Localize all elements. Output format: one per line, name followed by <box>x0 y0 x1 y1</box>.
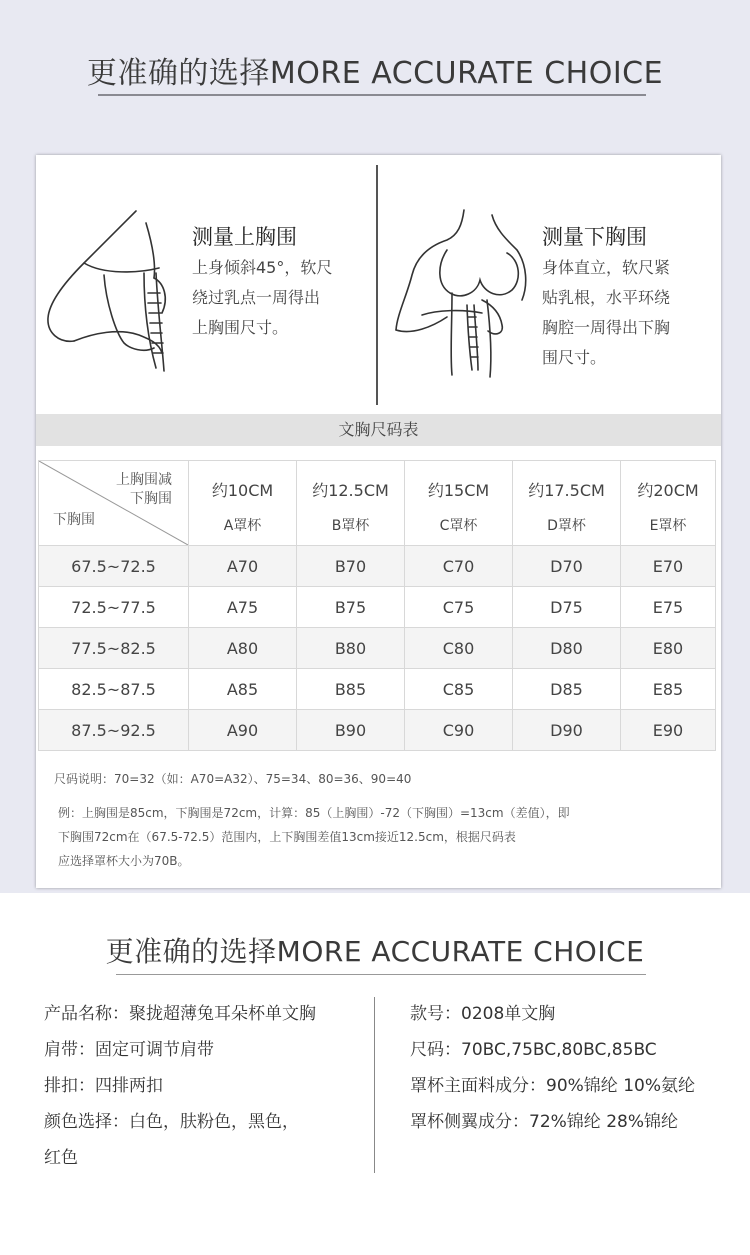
row-range: 72.5~77.5 <box>39 587 189 628</box>
row-range: 67.5~72.5 <box>39 546 189 587</box>
spec-item: 罩杯侧翼成分：72%锦纶 28%锦纶 <box>410 1112 678 1132</box>
table-row <box>39 587 716 628</box>
column-cup: B罩杯 <box>331 517 370 534</box>
size-cell: B90 <box>297 710 405 751</box>
column-cup: D罩杯 <box>547 517 586 534</box>
size-cell: E75 <box>621 587 716 628</box>
row-range: 87.5~92.5 <box>39 710 189 751</box>
column-header <box>513 461 621 546</box>
corner-bottom-label: 下胸围 <box>53 512 95 528</box>
specs-left <box>44 996 316 1176</box>
example-line: 例：上胸围是85cm，下胸围是72cm，计算：85（上胸围）-72（下胸围）=13cm（差值），即 <box>58 806 570 820</box>
corner-top-line: 上胸围减 <box>116 472 172 488</box>
size-cell: C70 <box>405 546 513 587</box>
upper-bust-desc-line: 绕过乳点一周得出 <box>192 288 321 307</box>
specs-right <box>410 996 695 1140</box>
upper-bust-desc-line: 上身倾斜45°，软尺 <box>192 258 333 277</box>
specs-divider <box>374 997 375 1173</box>
column-diff: 约17.5CM <box>528 480 605 500</box>
spec-item: 产品名称：聚拢超薄兔耳朵杯单文胸 <box>44 1004 316 1024</box>
example-note <box>58 801 570 873</box>
table-row <box>39 546 716 587</box>
spec-item: 款号：0208单文胸 <box>410 1004 556 1024</box>
size-cell: A70 <box>189 546 297 587</box>
row-range: 77.5~82.5 <box>39 628 189 669</box>
size-chart-table <box>38 460 716 751</box>
table-row <box>39 628 716 669</box>
column-header <box>621 461 716 546</box>
column-diff: 约20CM <box>637 480 699 500</box>
section-heading: 更准确的选择MORE ACCURATE CHOICE <box>105 935 645 968</box>
size-cell: A75 <box>189 587 297 628</box>
size-cell: C75 <box>405 587 513 628</box>
measure-divider <box>376 165 378 405</box>
spec-item: 排扣：四排两扣 <box>44 1076 163 1096</box>
under-bust-illustration <box>392 205 542 385</box>
upper-bust-desc <box>192 253 332 343</box>
size-chart-header-row <box>39 461 716 546</box>
column-diff: 约12.5CM <box>312 480 389 500</box>
column-header <box>297 461 405 546</box>
column-cup: C罩杯 <box>439 517 478 534</box>
section-heading: 更准确的选择MORE ACCURATE CHOICE <box>86 56 664 91</box>
spec-item: 罩杯主面料成分：90%锦纶 10%氨纶 <box>410 1076 695 1096</box>
column-cup: A罩杯 <box>223 517 262 534</box>
column-diff: 约15CM <box>427 480 490 500</box>
size-cell: D75 <box>513 587 621 628</box>
example-line: 应选择罩杯大小为70B。 <box>58 854 190 868</box>
spec-item: 红色 <box>44 1148 78 1168</box>
size-cell: D85 <box>513 669 621 710</box>
size-guide-card <box>36 155 721 888</box>
under-bust-desc-line: 围尺寸。 <box>542 348 607 367</box>
spec-item: 颜色选择：白色，肤粉色，黑色， <box>44 1112 299 1132</box>
size-note: 尺码说明：70=32（如：A70=A32）、75=34、80=36、90=40 <box>54 772 412 786</box>
under-bust-title: 测量下胸围 <box>542 225 647 249</box>
size-cell: C80 <box>405 628 513 669</box>
size-chart-title: 文胸尺码表 <box>36 414 721 446</box>
size-cell: B80 <box>297 628 405 669</box>
spec-item: 肩带：固定可调节肩带 <box>44 1040 214 1060</box>
under-bust-desc-line: 贴乳根，水平环绕 <box>542 288 671 307</box>
upper-bust-desc-line: 上胸围尺寸。 <box>192 318 289 337</box>
column-diff: 约10CM <box>211 480 274 500</box>
size-cell: E80 <box>621 628 716 669</box>
size-cell: B75 <box>297 587 405 628</box>
table-row <box>39 710 716 751</box>
size-cell: D70 <box>513 546 621 587</box>
upper-bust-illustration <box>44 203 184 383</box>
upper-bust-title: 测量上胸围 <box>192 225 297 249</box>
size-cell: E85 <box>621 669 716 710</box>
size-cell: D90 <box>513 710 621 751</box>
under-bust-desc <box>542 253 670 373</box>
size-cell: C90 <box>405 710 513 751</box>
size-cell: A85 <box>189 669 297 710</box>
table-row <box>39 669 716 710</box>
size-cell: E90 <box>621 710 716 751</box>
heading-underline <box>116 974 646 975</box>
size-chart-corner-cell <box>39 461 189 546</box>
size-cell: B70 <box>297 546 405 587</box>
under-bust-desc-line: 身体直立，软尺紧 <box>542 258 671 277</box>
size-cell: D80 <box>513 628 621 669</box>
row-range: 82.5~87.5 <box>39 669 189 710</box>
column-cup: E罩杯 <box>649 517 687 534</box>
size-cell: E70 <box>621 546 716 587</box>
spec-item: 尺码：70BC,75BC,80BC,85BC <box>410 1040 657 1060</box>
under-bust-desc-line: 胸腔一周得出下胸 <box>542 318 671 337</box>
heading-underline <box>98 94 646 96</box>
corner-top-label <box>116 471 172 509</box>
size-cell: B85 <box>297 669 405 710</box>
example-line: 下胸围72cm在（67.5-72.5）范围内，上下胸围差值13cm接近12.5cm，根据尺码表 <box>58 830 516 844</box>
corner-top-line: 下胸围 <box>130 491 172 507</box>
size-cell: C85 <box>405 669 513 710</box>
size-cell: A90 <box>189 710 297 751</box>
column-header <box>405 461 513 546</box>
size-cell: A80 <box>189 628 297 669</box>
column-header <box>189 461 297 546</box>
